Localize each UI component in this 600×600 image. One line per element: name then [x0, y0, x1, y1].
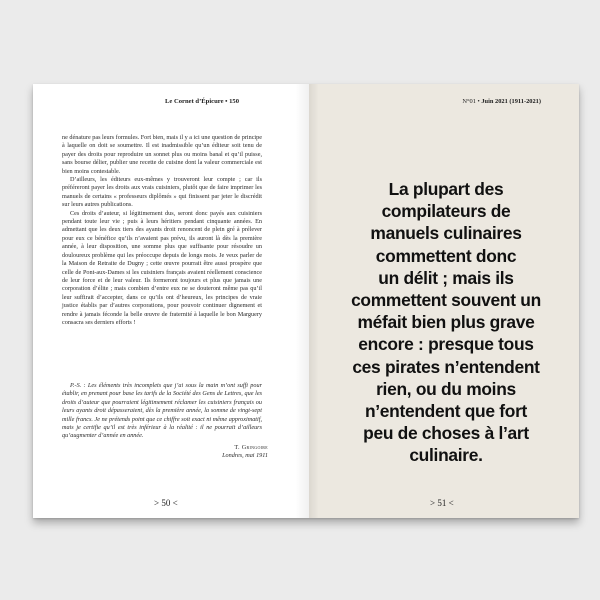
quote-line: commettent souvent un — [351, 290, 541, 311]
paragraph: Ces droits d’auteur, si légitimement dus, seront donc payés aux cuisiniers pendant toute leur vie ; puis à leurs héritiers pendant cinquante années. En admettant que les deux tiers des ayants droit renoncent de plein gré à prélever pour eux ce bénéfice qu’ils n’avaient pas prévu, ils auront là dès la première année, à leur disposition, une somme plus que suffisante pour résoudre un douloureux problème qui les préoccupe depuis de longs mois. Je veux parler de la Maison de Retraite de Dugny ; cette œuvre pourrait être aussi prospère que celle de Pont-aux-Dames si les cuisiniers français avaient réellement conscience de leur force et de leur valeur. Ils formeront toujours et plus que jamais une corporation d’élite ; mais combien d’entre eux ne se douteront même pas qu’il leur suffirait d’accepter, dans ce qu’ils ont d’heureux, les principes de vraie justice établis par d’autres corporations, pour pouvoir continuer dignement et rendre à jamais féconde la belle œuvre de fraternité à laquelle le bon Marguery consacra ses derniers efforts ! — [62, 209, 262, 326]
quote-line: La plupart des — [388, 179, 504, 199]
body-text — [62, 134, 262, 327]
gutter-shadow-right — [309, 84, 319, 518]
quote-line: peu de choses à l’art — [363, 423, 529, 444]
issue-date: Juin 2021 (1911-2021) — [481, 98, 541, 105]
page-number-right: > 51 < — [430, 498, 454, 508]
quote-line: n’entendent que fort — [364, 401, 528, 422]
page-number-left: > 50 < — [154, 498, 178, 508]
book-spread — [33, 84, 579, 518]
paragraph: ne dénature pas leurs formules. Fort bien, mais il y a ici une question de principe à laquelle on doit se soumettre. Il est inadmissible qu’un éditeur soit tenu de payer des droits pour reproduire un sonnet plus ou moins banal et qu’il puisse, sans bourse délier, publier une recette de cuisine dont la valeur commerciale est bien moins contestable. — [62, 134, 262, 175]
running-head-right — [309, 98, 541, 105]
postscript: P.-S. : Les éléments très incomplets que j’ai sous la main m’ont suffi pour établir, en prenant pour base les tarifs de la Société des Gens de Lettres, que les droits d’auteur que pourraient légitimement réclamer les cuisiniers français ou leurs ayants droit dépasseraient, dès la première année, la somme de vingt-sept mille francs. Je ne prétends point que ce chiffre soit exact ni même approximatif, mais je certifie qu’il est très inférieur à la réalité : il ne pourrait d’ailleurs qu’augmenter d’année en année. — [62, 382, 262, 440]
signature-block — [62, 444, 268, 461]
quote-line: encore : presque tous — [358, 334, 534, 355]
quote-line: manuels culinaires — [370, 223, 522, 244]
quote-line: commettent donc — [375, 245, 517, 266]
quote-line: culinaire. — [409, 445, 483, 466]
paragraph: D’ailleurs, les éditeurs eux-mêmes y trouveront leur compte ; car ils préféreront payer les droits aux vrais cuisiniers, plutôt que de faire imprimer les manuels de certains « professeurs diplômés » qui finissent par jeter le discrédit sur leurs autres publications. — [62, 176, 262, 209]
quote-line: un délit ; mais ils — [378, 267, 514, 288]
signature-place: Londres, mai 1911 — [222, 452, 268, 460]
quote-line: méfait bien plus grave — [357, 312, 535, 333]
running-head-left: Le Cornet d’Épicure • 150 — [165, 98, 239, 105]
pull-quote — [329, 178, 563, 467]
quote-line: compilateurs de — [381, 201, 511, 222]
quote-line: ces pirates n’entendent — [352, 356, 540, 377]
right-page — [309, 84, 579, 518]
quote-line: rien, ou du moins — [376, 378, 516, 399]
left-page — [33, 84, 309, 518]
issue-number: N°01 • — [462, 98, 482, 105]
gutter-shadow — [295, 84, 309, 518]
signature-name: T. Gringoire — [234, 444, 268, 451]
